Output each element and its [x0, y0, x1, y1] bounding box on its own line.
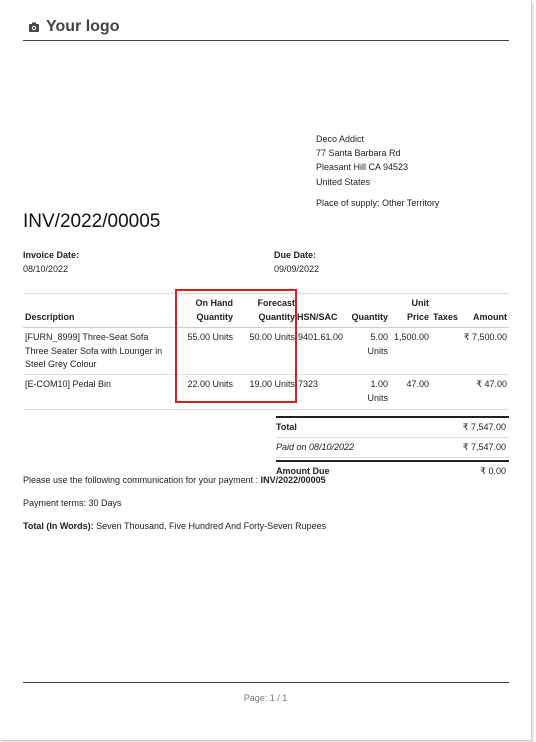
line-description-text: Steel Grey Colour	[25, 359, 97, 369]
due-date-block	[274, 248, 319, 276]
line-forecast: 19.00 Units	[249, 379, 295, 389]
line-qty-value: 1.00	[370, 379, 388, 389]
total-in-words	[23, 521, 326, 531]
header-description: Description	[25, 312, 75, 322]
line-description	[25, 331, 162, 372]
totals-table	[276, 416, 509, 481]
amount-due-label: Amount Due	[276, 466, 330, 476]
quantity-highlight-box	[175, 289, 297, 403]
customer-street: 77 Santa Barbara Rd	[316, 148, 401, 159]
line-description-text: Three Seater Sofa with Lounger in	[25, 345, 163, 356]
place-of-supply: Place of supply: Other Territory	[316, 198, 440, 208]
line-description: [E-COM10] Pedal Bin	[25, 379, 112, 389]
line-amount: ₹ 47.00	[476, 379, 507, 389]
payment-row	[276, 438, 509, 458]
invoice-date-block	[23, 248, 79, 276]
line-hsn: 7323	[298, 379, 319, 389]
line-qty-value: 5.00	[370, 332, 388, 342]
header-forecast-line2: Quantity	[258, 311, 295, 322]
line-forecast: 50.00 Units	[249, 332, 295, 342]
header-unit-price	[393, 297, 429, 324]
line-on-hand: 55.00 Units	[187, 332, 233, 342]
header-on-hand-line1: On Hand	[195, 298, 233, 308]
line-description-text: [FURN_8999] Three-Seat Sofa	[25, 332, 149, 342]
customer-name: Deco Addict	[316, 134, 365, 144]
company-logo	[28, 18, 119, 36]
page-number: Page: 1 / 1	[243, 693, 288, 703]
line-amount: ₹ 7,500.00	[463, 332, 507, 342]
total-row	[276, 416, 509, 438]
amount-due-value: ₹ 0.00	[480, 466, 506, 476]
total-value: ₹ 7,547.00	[462, 422, 506, 432]
line-on-hand: 22.00 Units	[187, 379, 233, 389]
invoice-number-title: INV/2022/00005	[23, 211, 161, 232]
invoice-date-value: 08/10/2022	[23, 264, 69, 274]
communication-prefix: Please use the following communication for your payment :	[23, 475, 261, 485]
communication-reference: INV/2022/00005	[260, 475, 326, 485]
line-qty-unit: Units	[367, 345, 388, 356]
words-label: Total (In Words):	[23, 521, 94, 531]
customer-country: United States	[316, 176, 371, 187]
report-header	[23, 14, 509, 41]
line-qty-unit: Units	[367, 392, 388, 403]
line-unit-price: 1,500.00	[393, 332, 429, 342]
line-hsn: 9401.61.00	[298, 332, 344, 342]
line-quantity	[353, 331, 388, 358]
header-quantity: Quantity	[351, 312, 388, 322]
total-label: Total	[276, 422, 297, 432]
line-quantity	[353, 378, 388, 405]
payment-communication	[23, 475, 326, 485]
customer-city: Pleasant Hill CA 94523	[316, 162, 409, 173]
payment-terms: Payment terms: 30 Days	[23, 498, 122, 508]
customer-address	[316, 132, 408, 189]
footer-divider	[23, 682, 509, 683]
header-unit-price-line1: Unit	[411, 298, 429, 308]
due-date-value: 09/09/2022	[274, 264, 320, 274]
words-value: Seven Thousand, Five Hundred And Forty-Seven Rupees	[93, 521, 327, 531]
header-on-hand-line2: Quantity	[196, 311, 233, 322]
header-forecast-line1: Forecast	[257, 298, 295, 308]
header-amount: Amount	[473, 312, 507, 322]
payment-label: Paid on 08/10/2022	[276, 442, 355, 452]
invoice-date-label: Invoice Date:	[23, 250, 80, 260]
logo-text: Your logo	[46, 18, 120, 35]
due-date-label: Due Date:	[274, 250, 317, 260]
header-unit-price-line2: Price	[406, 311, 429, 322]
line-unit-price: 47.00	[406, 379, 429, 389]
header-taxes: Taxes	[433, 312, 458, 322]
camera-icon	[28, 21, 40, 33]
payment-value: ₹ 7,547.00	[462, 442, 506, 452]
header-hsn: HSN/SAC	[297, 312, 338, 322]
